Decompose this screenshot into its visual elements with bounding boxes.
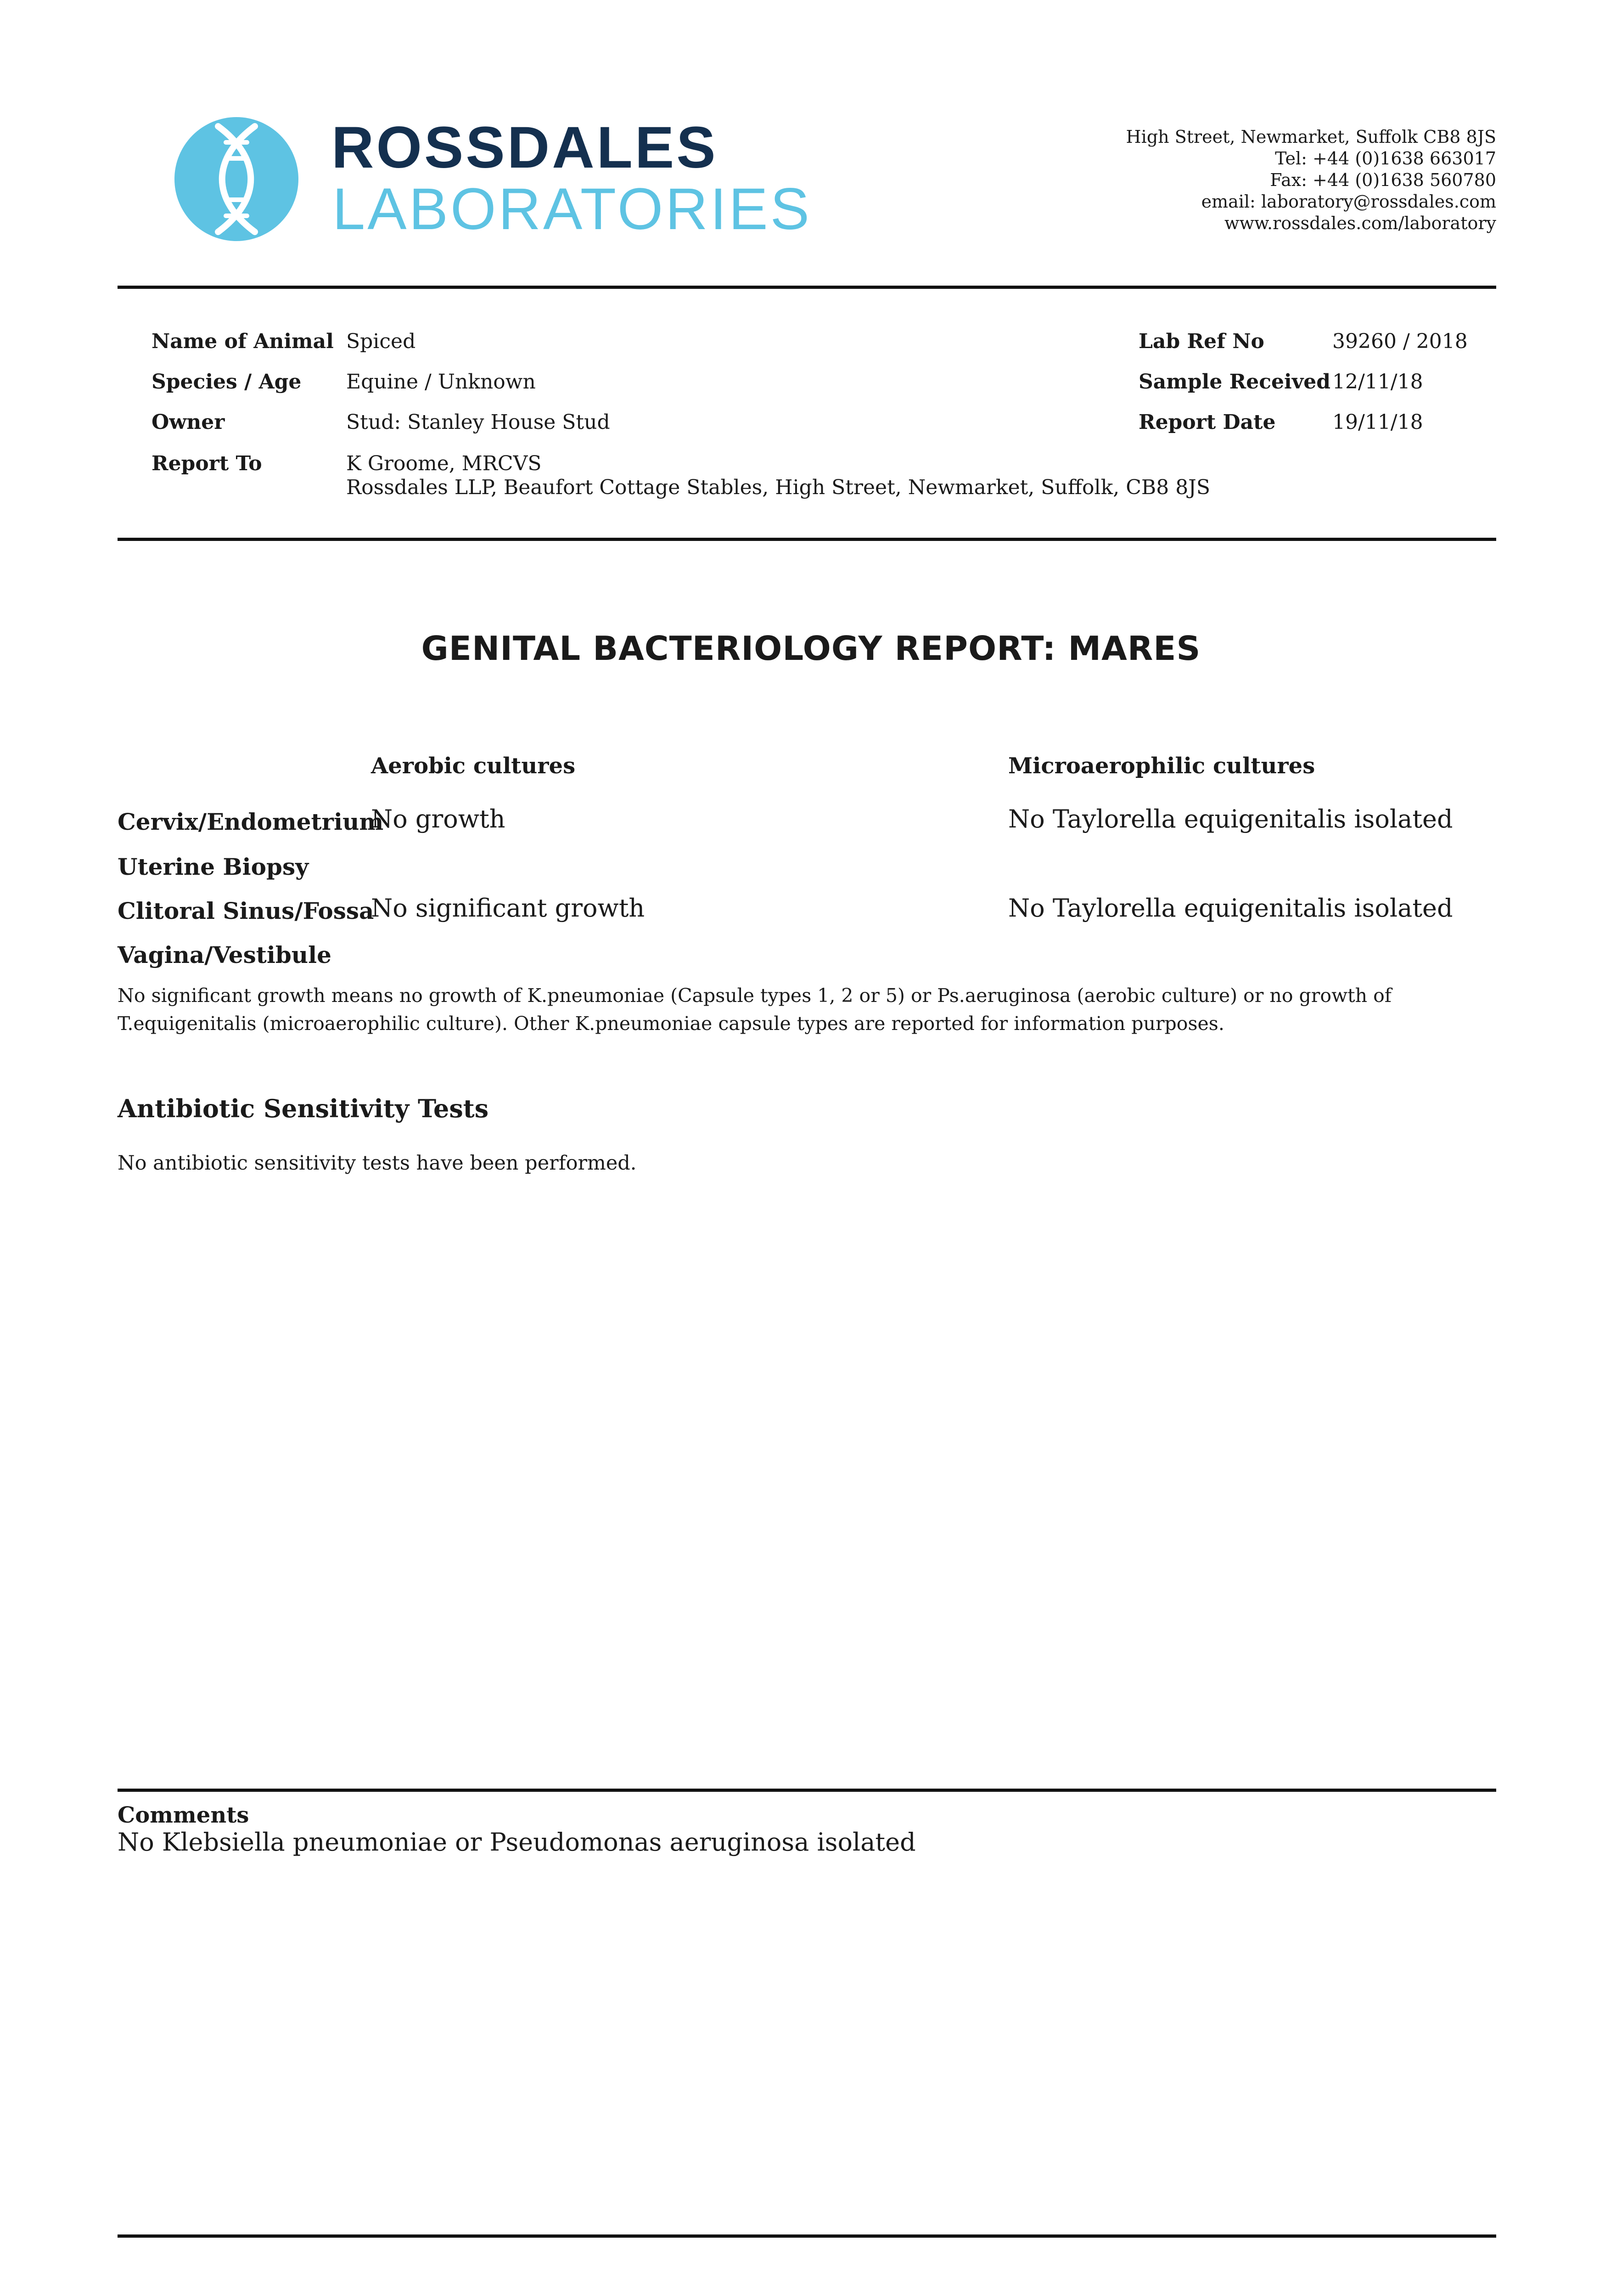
address-email: email: laboratory@rossdales.com — [1201, 191, 1496, 212]
brand-name-line2: LABORATORIES — [332, 176, 812, 242]
address-web: www.rossdales.com/laboratory — [1224, 213, 1496, 233]
cervix-micro-result: No Taylorella equigenitalis isolated — [1008, 805, 1453, 833]
address-tel: Tel: +44 (0)1638 663017 — [1275, 148, 1496, 169]
address-fax: Fax: +44 (0)1638 560780 — [1270, 170, 1496, 190]
report-to-label: Report To — [152, 452, 262, 475]
footer-divider — [118, 2234, 1496, 2238]
antibiotic-text: No antibiotic sensitivity tests have been performed. — [118, 1152, 637, 1175]
report-to-line1: K Groome, MRCVS — [346, 452, 542, 475]
row-label-vagina: Vagina/Vestibule — [118, 941, 331, 968]
cervix-aerobic-result: No growth — [371, 805, 505, 833]
info-divider — [118, 538, 1496, 541]
owner-value: Stud: Stanley House Stud — [346, 411, 610, 434]
growth-definition-note: No significant growth means no growth of K.pneumoniae (Capsule types 1, 2 or 5) or Ps.aeruginosa (aerobic culture) or no growth of T.equigenitalis (microaerophilic culture). Other K.pneumoniae capsule types are reported for information purposes. — [118, 985, 1392, 1035]
row-label-clitoral: Clitoral Sinus/Fossa — [118, 897, 374, 924]
report-to-line2: Rossdales LLP, Beaufort Cottage Stables, High Street, Newmarket, Suffolk, CB8 8JS — [346, 476, 1210, 499]
microaerophilic-cultures-header: Microaerophilic cultures — [1008, 753, 1315, 779]
report-title: GENITAL BACTERIOLOGY REPORT: MARES — [421, 629, 1201, 668]
row-label-uterine-biopsy: Uterine Biopsy — [118, 853, 309, 880]
clitoral-aerobic-result: No significant growth — [371, 894, 645, 923]
species-age-label: Species / Age — [152, 370, 302, 394]
clitoral-micro-result: No Taylorella equigenitalis isolated — [1008, 894, 1453, 923]
header-divider — [118, 286, 1496, 289]
brand-name-line1: ROSSDALES — [331, 115, 718, 180]
sample-received-value: 12/11/18 — [1332, 370, 1423, 394]
owner-label: Owner — [152, 411, 225, 434]
name-of-animal-value: Spiced — [346, 330, 416, 353]
comments-divider — [118, 1789, 1496, 1792]
lab-ref-label: Lab Ref No — [1139, 330, 1264, 353]
antibiotic-heading: Antibiotic Sensitivity Tests — [118, 1094, 489, 1123]
comments-text: No Klebsiella pneumoniae or Pseudomonas aeruginosa isolated — [118, 1828, 916, 1857]
report-date-label: Report Date — [1139, 411, 1276, 434]
aerobic-cultures-header: Aerobic cultures — [371, 753, 576, 779]
address-street: High Street, Newmarket, Suffolk CB8 8JS — [1126, 127, 1496, 147]
report-date-value: 19/11/18 — [1332, 411, 1423, 434]
lab-address — [991, 126, 1496, 234]
dna-helix-icon — [174, 117, 298, 241]
lab-ref-value: 39260 / 2018 — [1332, 330, 1468, 353]
name-of-animal-label: Name of Animal — [152, 330, 334, 353]
comments-heading: Comments — [118, 1802, 249, 1828]
dna-helix-graphic — [174, 117, 298, 241]
sample-received-label: Sample Received — [1139, 370, 1331, 394]
species-age-value: Equine / Unknown — [346, 370, 536, 394]
row-label-cervix: Cervix/Endometrium — [118, 808, 384, 835]
